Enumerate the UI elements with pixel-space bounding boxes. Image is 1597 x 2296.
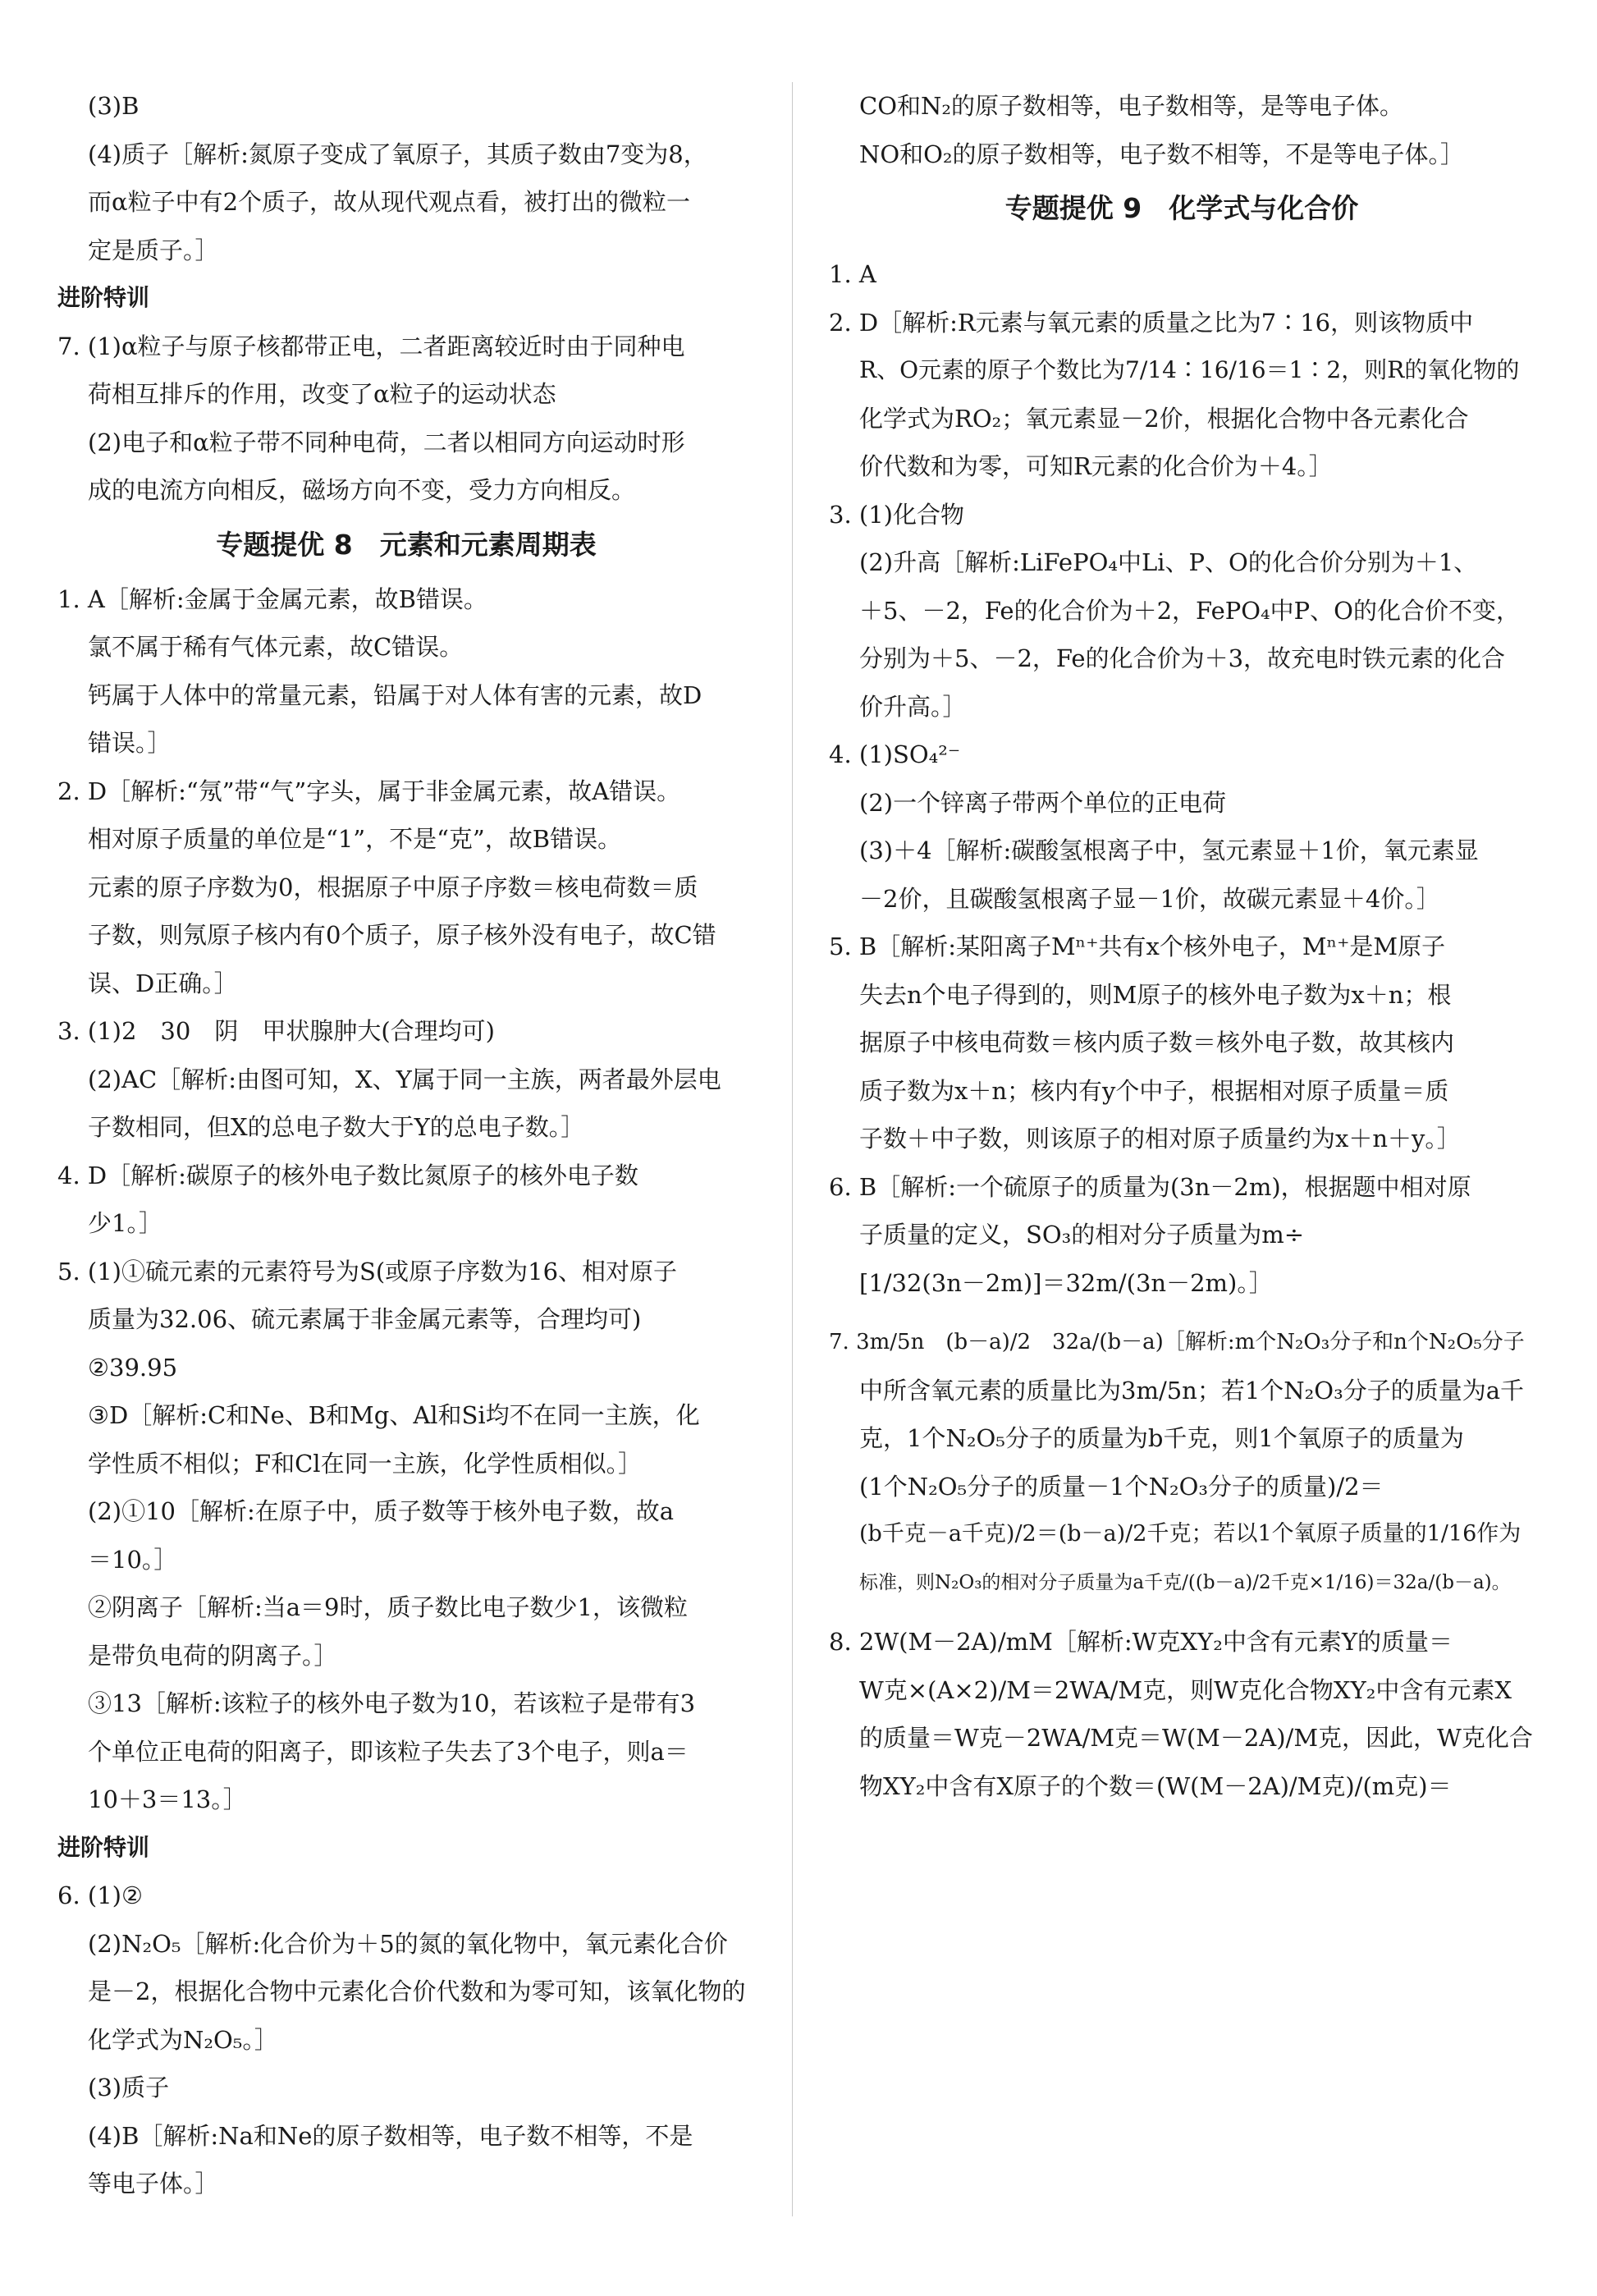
text-line: 钙属于人体中的常量元素，铅属于对人体有害的元素，故D	[88, 681, 702, 709]
text-line: [1/32(3n－2m)]＝32m/(3n－2m)。］	[859, 1268, 1273, 1297]
text-line: 4. (1)SO₄²⁻	[829, 740, 961, 768]
text-line: 误、D正确。］	[88, 969, 238, 997]
text-line: 相对原子质量的单位是“1”，不是“克”，故B错误。	[88, 825, 622, 853]
text-line: CO和N₂的原子数相等，电子数相等，是等电子体。	[859, 92, 1403, 120]
text-line: 个单位正电荷的阳离子，即该粒子失去了3个电子，则a＝	[88, 1737, 689, 1766]
text-line: 3. (1)化合物	[829, 500, 964, 529]
text-line: 学性质不相似；F和Cl在同一主族，化学性质相似。］	[88, 1449, 643, 1478]
text-line: 8. 2W(M－2A)/mM［解析:W克XY₂中含有元素Y的质量＝	[829, 1628, 1453, 1656]
left-column	[57, 82, 755, 2208]
text-line: ＋5、－2，Fe的化合价为＋2，FePO₄中P、O的化合价不变，	[859, 596, 1520, 625]
text-line: 子数，则氖原子核内有0个质子，原子核外没有电子，故C错	[88, 921, 716, 949]
column-divider	[792, 82, 793, 2216]
text-line: (3)＋4［解析:碳酸氢根离子中，氢元素显＋1价，氧元素显	[859, 836, 1479, 864]
text-line: 氯不属于稀有气体元素，故C错误。	[88, 633, 464, 661]
text-line: 7. 3m/5n (b－a)/2 32a/(b－a)［解析:m个N₂O₃分子和n个N₂O₅分子	[829, 1330, 1525, 1354]
text-line: 是带负电荷的阴离子。］	[88, 1641, 338, 1670]
text-line: 7. (1)α粒子与原子核都带正电，二者距离较近时由于同种电	[57, 332, 685, 360]
text-line: (2)升高［解析:LiFePO₄中Li、P、O的化合价分别为＋1、	[859, 548, 1478, 576]
text-line: 少1。］	[88, 1209, 162, 1237]
text-line: 2. D［解析:R元素与氧元素的质量之比为7∶16，则该物质中	[829, 308, 1474, 337]
text-line: 价升高。］	[859, 692, 967, 721]
text-line: ②39.95	[88, 1353, 178, 1382]
text-line: 化学式为RO₂；氧元素显－2价，根据化合物中各元素化合	[859, 404, 1469, 433]
text-line: 4. D［解析:碳原子的核外电子数比氮原子的核外电子数	[57, 1161, 638, 1189]
text-line: 等电子体。］	[88, 2170, 219, 2197]
text-line: 质量为32.06、硫元素属于非金属元素等，合理均可)	[88, 1305, 642, 1333]
text-line: (3)B	[88, 92, 140, 120]
text-line: 元素的原子序数为0，根据原子中原子序数＝核电荷数＝质	[88, 873, 698, 901]
text-line: 据原子中核电荷数＝核内质子数＝核外电子数，故其核内	[859, 1029, 1455, 1056]
text-line: 而α粒子中有2个质子，故从现代观点看，被打出的微粒一	[88, 188, 691, 216]
text-line: (4)B［解析:Na和Ne的原子数相等，电子数不相等，不是	[88, 2121, 693, 2150]
section-title-9: 专题提优 9 化学式与化合价	[1004, 192, 1359, 224]
text-line: 化学式为N₂O₅。］	[88, 2025, 278, 2054]
text-line: 中所含氧元素的质量比为3m/5n；若1个N₂O₃分子的质量为a千	[859, 1376, 1524, 1405]
advanced-training-heading: 进阶特训	[57, 284, 150, 311]
text-line: ③13［解析:该粒子的核外电子数为10，若该粒子是带有3	[88, 1689, 696, 1717]
text-line: 3. (1)2 30 阴 甲状腺肿大(合理均可)	[57, 1017, 495, 1045]
text-line: ②阴离子［解析:当a＝9时，质子数比电子数少1，该微粒	[88, 1593, 688, 1621]
text-line: 质子数为x＋n；核内有y个中子，根据相对原子质量＝质	[859, 1076, 1449, 1105]
text-line: 物XY₂中含有X原子的个数＝(W(M－2A)/M克)/(m克)＝	[859, 1771, 1452, 1800]
text-line: 克，1个N₂O₅分子的质量为b千克，则1个氧原子的质量为	[859, 1424, 1464, 1452]
text-line: 失去n个电子得到的，则M原子的核外电子数为x＋n；根	[859, 980, 1452, 1009]
text-line: 5. B［解析:某阳离子Mⁿ⁺共有x个核外电子，Mⁿ⁺是M原子	[829, 933, 1446, 960]
text-line: 标准，则N₂O₃的相对分子质量为a千克/((b－a)/2千克×1/16)＝32a/(b－a)。	[859, 1571, 1511, 1593]
text-line: 价代数和为零，可知R元素的化合价为＋4。］	[859, 452, 1333, 480]
text-line: (2)N₂O₅［解析:化合价为＋5的氮的氧化物中，氧元素化合价	[88, 1929, 728, 1958]
text-line: 荷相互排斥的作用，改变了α粒子的运动状态	[88, 380, 556, 408]
text-line: (3)质子	[88, 2074, 170, 2101]
text-line: R、O元素的原子个数比为7/14∶16/16＝1∶2，则R的氧化物的	[859, 356, 1520, 383]
text-line: 分别为＋5、－2，Fe的化合价为＋3，故充电时铁元素的化合	[859, 644, 1506, 672]
section-title-8: 专题提优 8 元素和元素周期表	[216, 528, 597, 561]
text-line: (4)质子［解析:氮原子变成了氧原子，其质子数由7变为8，	[88, 140, 707, 168]
text-line: 1. A	[829, 260, 876, 288]
text-line: 的质量＝W克－2WA/M克＝W(M－2A)/M克，因此，W克化合	[859, 1724, 1533, 1752]
text-line: (1个N₂O₅分子的质量－1个N₂O₃分子的质量)/2＝	[859, 1472, 1384, 1501]
text-line: 5. (1)①硫元素的元素符号为S(或原子序数为16、相对原子	[57, 1257, 678, 1285]
right-column	[829, 82, 1535, 1810]
text-line: (2)一个锌离子带两个单位的正电荷	[859, 788, 1227, 817]
advanced-training-heading-2: 进阶特训	[57, 1833, 150, 1861]
text-line: ③D［解析:C和Ne、B和Mg、Al和Si均不在同一主族，化	[88, 1401, 700, 1429]
text-line: 子数＋中子数，则该原子的相对原子质量约为x＋n＋y。］	[859, 1125, 1461, 1153]
text-line: 错误。］	[88, 729, 172, 757]
text-line: 1. A［解析:金属于金属元素，故B错误。	[57, 584, 487, 613]
text-line: NO和O₂的原子数相等，电子数不相等，不是等电子体。］	[859, 140, 1465, 168]
text-line: 定是质子。］	[88, 236, 219, 264]
text-line: 成的电流方向相反，磁场方向不变，受力方向相反。	[88, 476, 636, 504]
text-line: W克×(A×2)/M＝2WA/M克，则W克化合物XY₂中含有元素X	[859, 1675, 1512, 1704]
text-line: －2价，且碳酸氢根离子显－1价，故碳元素显＋4价。］	[859, 884, 1440, 913]
text-line: (2)电子和α粒子带不同种电荷，二者以相同方向运动时形	[88, 428, 685, 456]
text-line: 子数相同，但X的总电子数大于Y的总电子数。］	[88, 1113, 585, 1141]
text-line: (2)AC［解析:由图可知，X、Y属于同一主族，两者最外层电	[88, 1065, 721, 1093]
text-line: 子质量的定义，SO₃的相对分子质量为m÷	[859, 1221, 1305, 1249]
text-line: (2)①10［解析:在原子中，质子数等于核外电子数，故a	[88, 1497, 675, 1525]
text-line: ＝10。］	[88, 1545, 178, 1574]
text-line: 是－2，根据化合物中元素化合价代数和为零可知，该氧化物的	[88, 1977, 746, 2005]
text-line: 2. D［解析:“氖”带“气”字头，属于非金属元素，故A错误。	[57, 777, 681, 805]
text-line: 10＋3＝13。］	[88, 1785, 247, 1813]
text-line: 6. (1)②	[57, 1881, 143, 1909]
text-line: (b千克－a千克)/2＝(b－a)/2千克；若以1个氧原子质量的1/16作为	[859, 1521, 1521, 1547]
text-line: 6. B［解析:一个硫原子的质量为(3n－2m)，根据题中相对原	[829, 1172, 1471, 1201]
